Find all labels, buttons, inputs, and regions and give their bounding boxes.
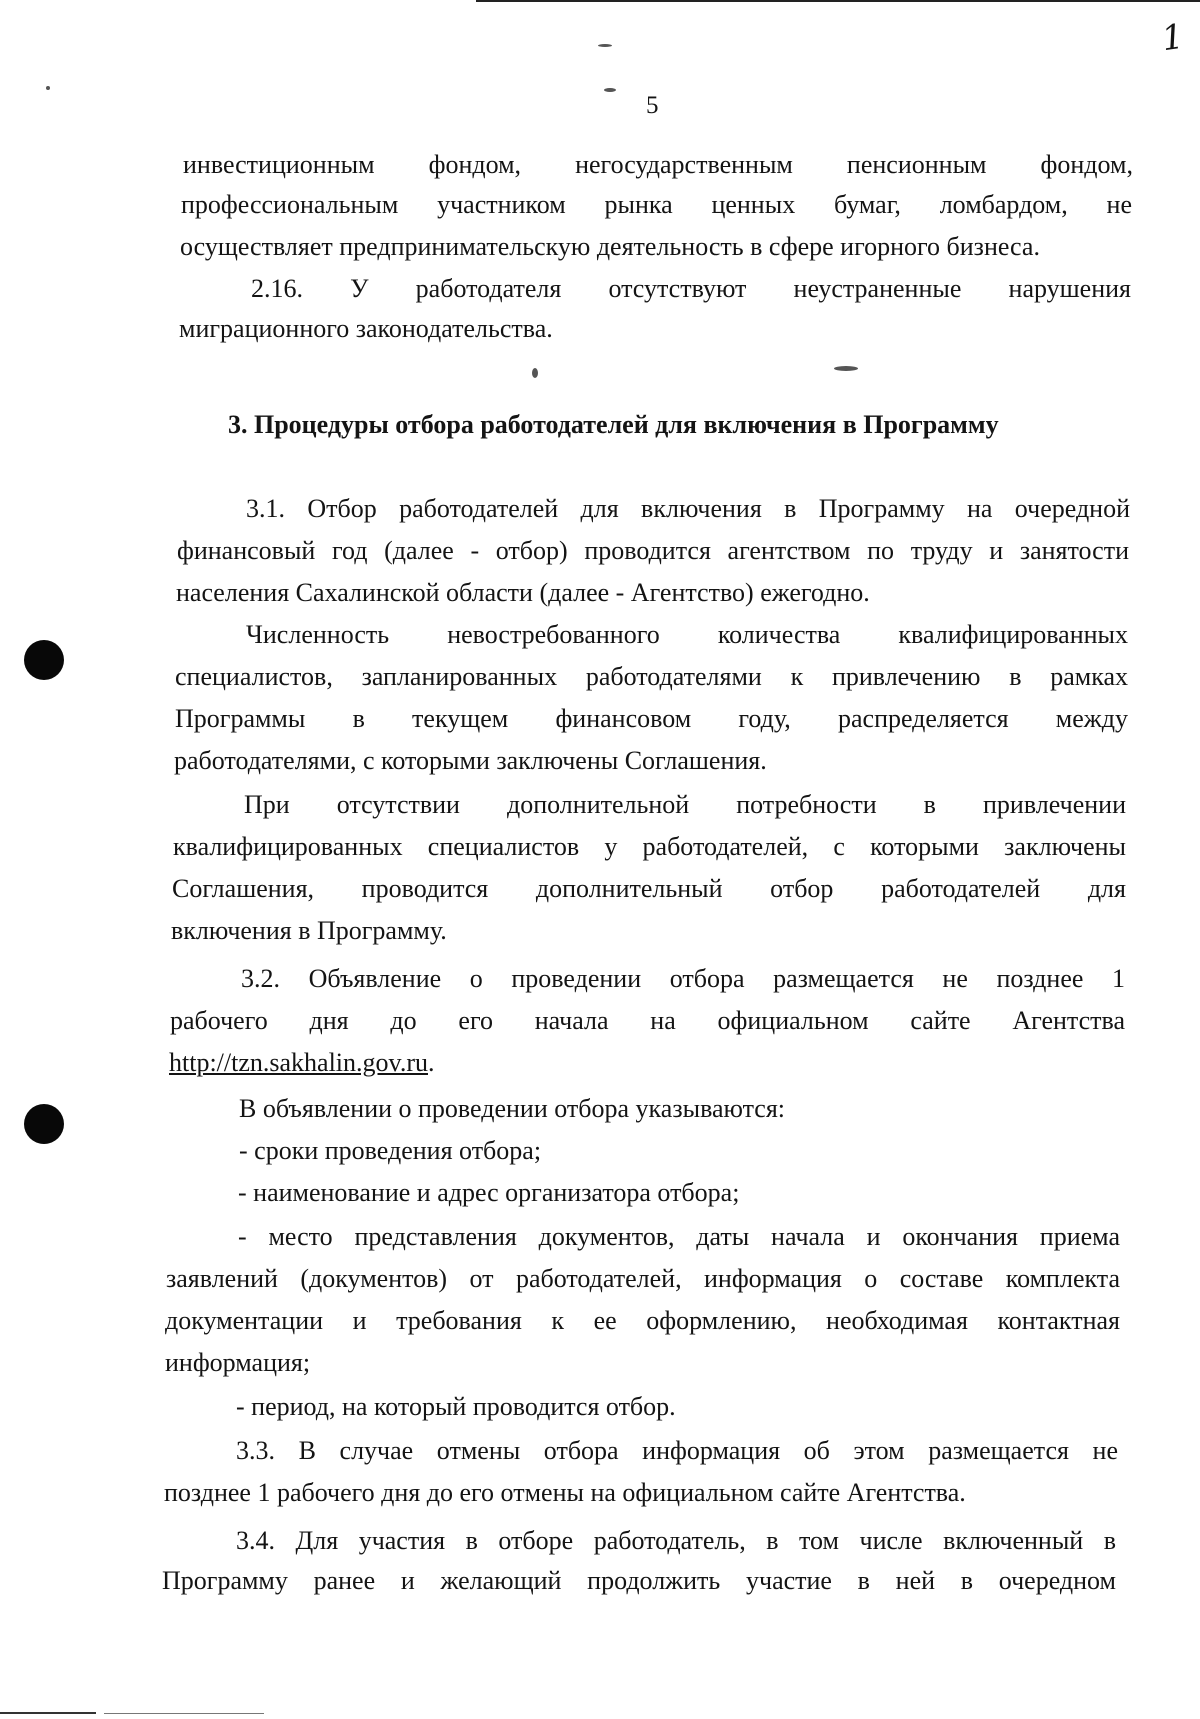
text-line: специалистов, запланированных работодателями к привлечению в рамках (175, 662, 1128, 691)
list-item: - сроки проведения отбора; (239, 1136, 542, 1165)
text-line: включения в Программу. (171, 916, 447, 945)
punch-hole (24, 640, 64, 680)
text-line: Соглашения, проводится дополнительный отбор работодателей для (172, 874, 1126, 903)
list-item: - период, на который проводится отбор. (236, 1392, 676, 1421)
punch-hole (24, 1104, 64, 1144)
text-line: информация; (165, 1348, 311, 1377)
text-line: 2.16. У работодателя отсутствуют неустраненные нарушения (251, 274, 1131, 303)
text-line: 3.4. Для участия в отборе работодатель, в том числе включенный в (236, 1526, 1116, 1555)
text-line: финансовый год (далее - отбор) проводится агентством по труду и занятости (177, 536, 1129, 565)
website-line-end: . (428, 1048, 435, 1077)
section-heading: 3. Процедуры отбора работодателей для включения в Программу (228, 410, 999, 439)
text-line: миграционного законодательства. (179, 314, 553, 343)
text-line: 3.1. Отбор работодателей для включения в Программу на очередной (246, 494, 1130, 523)
scan-speck (598, 44, 612, 47)
text-line: рабочего дня до его начала на официальном сайте Агентства (170, 1006, 1125, 1035)
agency-website-link[interactable]: http://tzn.sakhalin.gov.ru (169, 1048, 428, 1077)
list-item: - место представления документов, даты начала и окончания приема (238, 1222, 1120, 1251)
text-line: В объявлении о проведении отбора указываются: (239, 1094, 786, 1123)
text-line: При отсутствии дополнительной потребности в привлечении (244, 790, 1126, 819)
text-line: Численность невостребованного количества квалифицированных (246, 620, 1128, 649)
list-item: - наименование и адрес организатора отбора; (238, 1178, 740, 1207)
bottom-border-line (0, 1712, 96, 1714)
scan-speck (604, 88, 616, 92)
top-border-line (476, 0, 1200, 2)
scan-speck (532, 368, 538, 378)
text-line: инвестиционным фондом, негосударственным пенсионным фондом, (183, 150, 1133, 179)
text-line: работодателями, с которыми заключены Соглашения. (174, 746, 767, 775)
text-line: Программы в текущем финансовом году, распределяется между (175, 704, 1128, 733)
text-line: документации и требования к ее оформлению, необходимая контактная (165, 1306, 1120, 1335)
text-line: Программу ранее и желающий продолжить участие в ней в очередном (162, 1566, 1116, 1595)
text-line: квалифицированных специалистов у работодателей, с которыми заключены (173, 832, 1126, 861)
corner-handwritten-mark: 1 (1159, 16, 1187, 60)
page-number: 5 (646, 92, 659, 119)
text-line: осуществляет предпринимательскую деятельность в сфере игорного бизнеса. (180, 232, 1040, 261)
website-line (169, 1048, 435, 1078)
text-line: позднее 1 рабочего дня до его отмены на официальном сайте Агентства. (164, 1478, 966, 1507)
text-line: заявлений (документов) от работодателей, информация о составе комплекта (166, 1264, 1120, 1293)
text-line: 3.2. Объявление о проведении отбора размещается не позднее 1 (241, 964, 1125, 993)
text-line: 3.3. В случае отмены отбора информация об этом размещается не (236, 1436, 1118, 1465)
text-line: населения Сахалинской области (далее - Агентство) ежегодно. (176, 578, 870, 607)
scan-speck (46, 86, 50, 90)
scan-speck (834, 366, 858, 371)
text-line: профессиональным участником рынка ценных бумаг, ломбардом, не (181, 190, 1132, 219)
bottom-border-line (104, 1713, 264, 1714)
